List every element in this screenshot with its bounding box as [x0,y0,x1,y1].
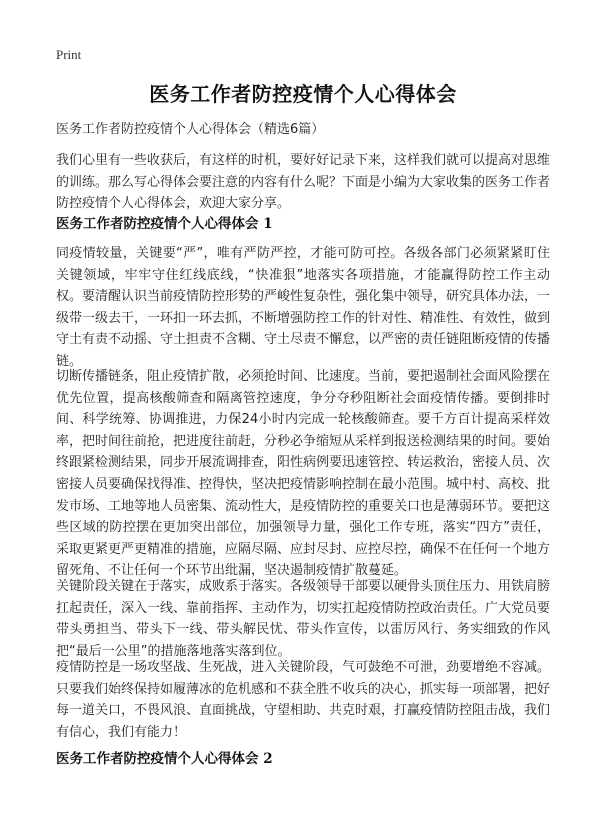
print-link[interactable]: Print [56,47,82,62]
page-title: 医务工作者防控疫情个人心得体会 [149,82,457,106]
section-1-paragraph-2: 切断传播链条，阻止疫情扩散，必须抢时间、比速度。当前，要把遏制社会面风险摆在优先位置，提高核酸筛查和隔离管控速度，争分夺秒阻断社会面疫情传播。要倒排时间、科学统筹、协调推进，力保24小时内完成一轮核酸筛查。要千方百计提高采样效率，把时间往前抢，把进度往前赶，分秒必争缩短从采样到报送检测结果的时间。要始终跟紧检测结果，同步开展流调排查，阳性病例要迅速管控、转运救治，密接人员、次密接人员要确保找得准、控得快，坚决把疫情影响控制在最小范围。城中村、高校、批发市场、工地等地人员密集、流动性大，是疫情防控的重要关口也是薄弱环节。要把这些区域的防控摆在更加突出部位，加强领导力量，强化工作专班，落实“四方”责任，采取更紧更严更精准的措施，应隔尽隔、应封尽封、应控尽控，确保不在任何一个地方留死角、不让任何一个环节出纰漏，坚决遏制疫情扩散蔓延。 [56,369,551,579]
document-subtitle: 医务工作者防控疫情个人心得体会（精选6篇） [56,122,325,137]
section-heading-1: 医务工作者防控疫情个人心得体会 1 [56,216,273,232]
section-1-paragraph-4: 疫情防控是一场攻坚战、生死战，进入关键阶段，气可鼓绝不可泄，劲要增绝不容减。只要我们始终保持如履薄冰的危机感和不获全胜不收兵的决心，抓实每一项部署，把好每一道关口，不畏风浪、直面挑战，守望相助、共克时艰，打赢疫情防控阻击战，我们有信心，我们有能力！ [56,660,551,740]
section-1-paragraph-1: 同疫情较量，关键要“严”，唯有严防严控，才能可防可控。各级各部门必须紧紧盯住关键领域，牢牢守住红线底线，“快准狠”地落实各项措施，才能赢得防控工作主动权。要清醒认识当前疫情防控形势的严峻性复杂性，强化集中领导，研究具体办法，一级带一级去干，一环扣一环去抓，不断增强防控工作的针对性、精准性、有效性，做到守土有责不动摇、守土担责不含糊、守土尽责不懈怠，以严密的责任链阻断疫情的传播链。 [56,246,551,369]
section-heading-2: 医务工作者防控疫情个人心得体会 2 [56,751,273,767]
intro-paragraph: 我们心里有一些收获后，有这样的时机，要好好记录下来，这样我们就可以提高对思维的训练。那么写心得体会要注意的内容有什么呢？下面是小编为大家收集的医务工作者防控疫情个人心得体会，欢迎大家分享。 [56,153,551,212]
section-1-paragraph-3: 关键阶段关键在于落实，成败系于落实。各级领导干部要以硬骨头顶住压力、用铁肩膀扛起责任，深入一线、靠前指挥、主动作为，切实扛起疫情防控政治责任。广大党员要带头勇担当、带头下一线、带头解民忧、带头作宣传，以雷厉风行、务实细致的作风把“最后一公里”的措施落地落实落到位。 [56,579,551,659]
